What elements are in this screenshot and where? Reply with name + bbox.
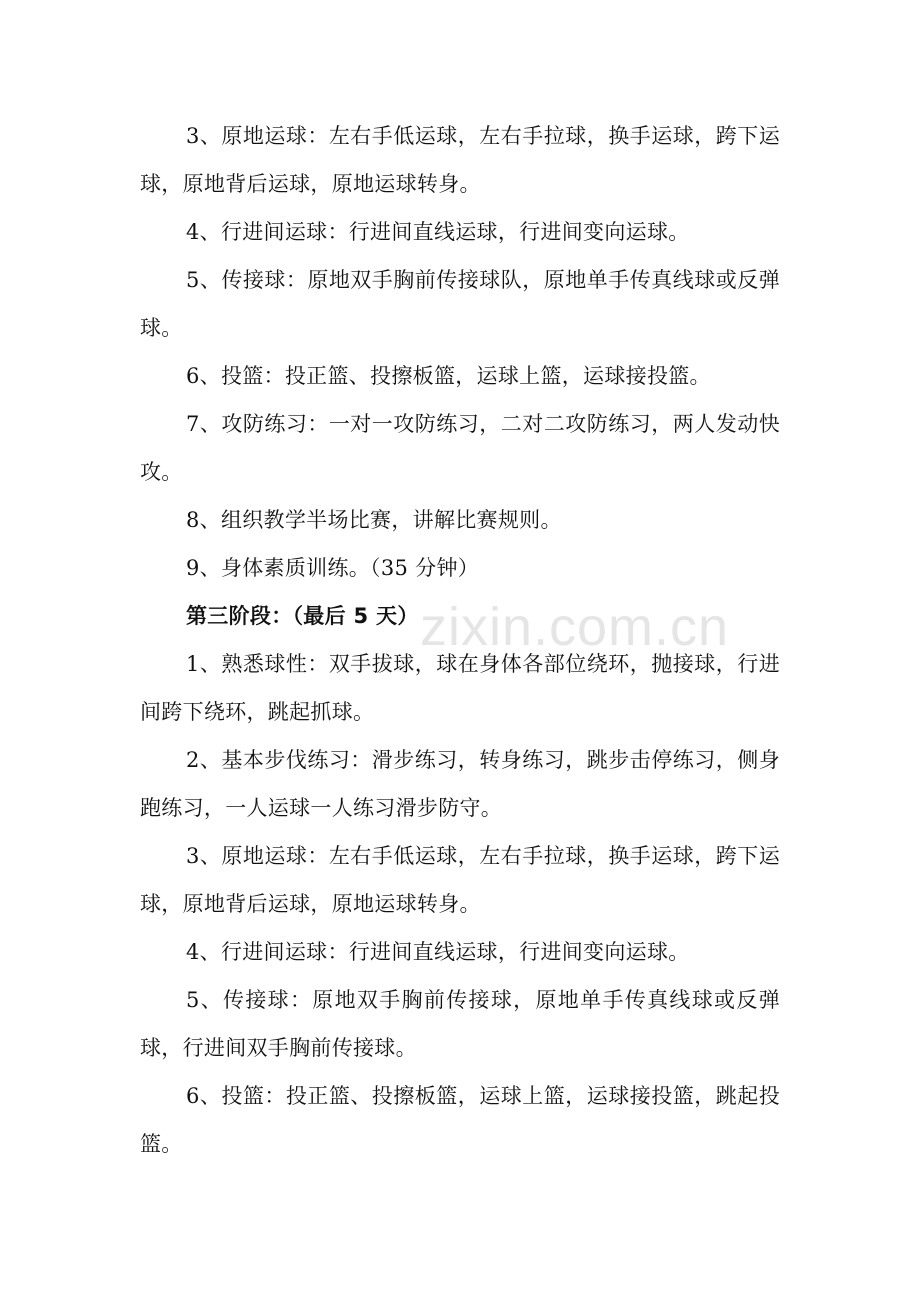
paragraph-passing: 5、传接球：原地双手胸前传接球队，原地单手传真线球或反弹球。: [140, 268, 780, 340]
watermark: zixin.com.cn: [420, 597, 730, 657]
paragraph-shooting-2: 6、投篮：投正篮、投擦板篮，运球上篮，运球接投篮，跳起投篮。: [140, 1084, 780, 1156]
paragraph-passing-2: 5、传接球：原地双手胸前传接球，原地单手传真线球或反弹球，行进间双手胸前传接球。: [140, 988, 780, 1060]
paragraph-shooting: 6、投篮：投正篮、投擦板篮，运球上篮，运球接投篮。: [186, 364, 711, 388]
paragraph-dribble-moving-2: 4、行进间运球：行进间直线运球，行进间变向运球。: [186, 940, 690, 964]
paragraph-offense-defense: 7、攻防练习：一对一攻防练习，二对二攻防练习，两人发动快攻。: [140, 412, 780, 484]
paragraph-footwork: 2、基本步伐练习：滑步练习，转身练习，跳步击停练习，侧身跑练习，一人运球一人练习滑步防守。: [140, 748, 780, 820]
document-body: [140, 112, 780, 1168]
paragraph-fitness-training: 9、身体素质训练。（35 分钟）: [186, 556, 480, 580]
paragraph-half-court-game: 8、组织教学半场比赛，讲解比赛规则。: [186, 508, 562, 532]
section-heading-stage-three: 第三阶段：（最后 5 天）: [186, 604, 419, 628]
paragraph-dribble-stationary: 3、原地运球：左右手低运球，左右手拉球，换手运球，跨下运球，原地背后运球，原地运球转身。: [140, 124, 780, 196]
paragraph-ball-familiarity: 1、熟悉球性：双手拔球，球在身体各部位绕环，抛接球，行进间跨下绕环，跳起抓球。: [140, 652, 780, 724]
paragraph-dribble-moving: 4、行进间运球：行进间直线运球，行进间变向运球。: [186, 220, 690, 244]
paragraph-dribble-stationary-2: 3、原地运球：左右手低运球，左右手拉球，换手运球，跨下运球，原地背后运球，原地运球转身。: [140, 844, 780, 916]
